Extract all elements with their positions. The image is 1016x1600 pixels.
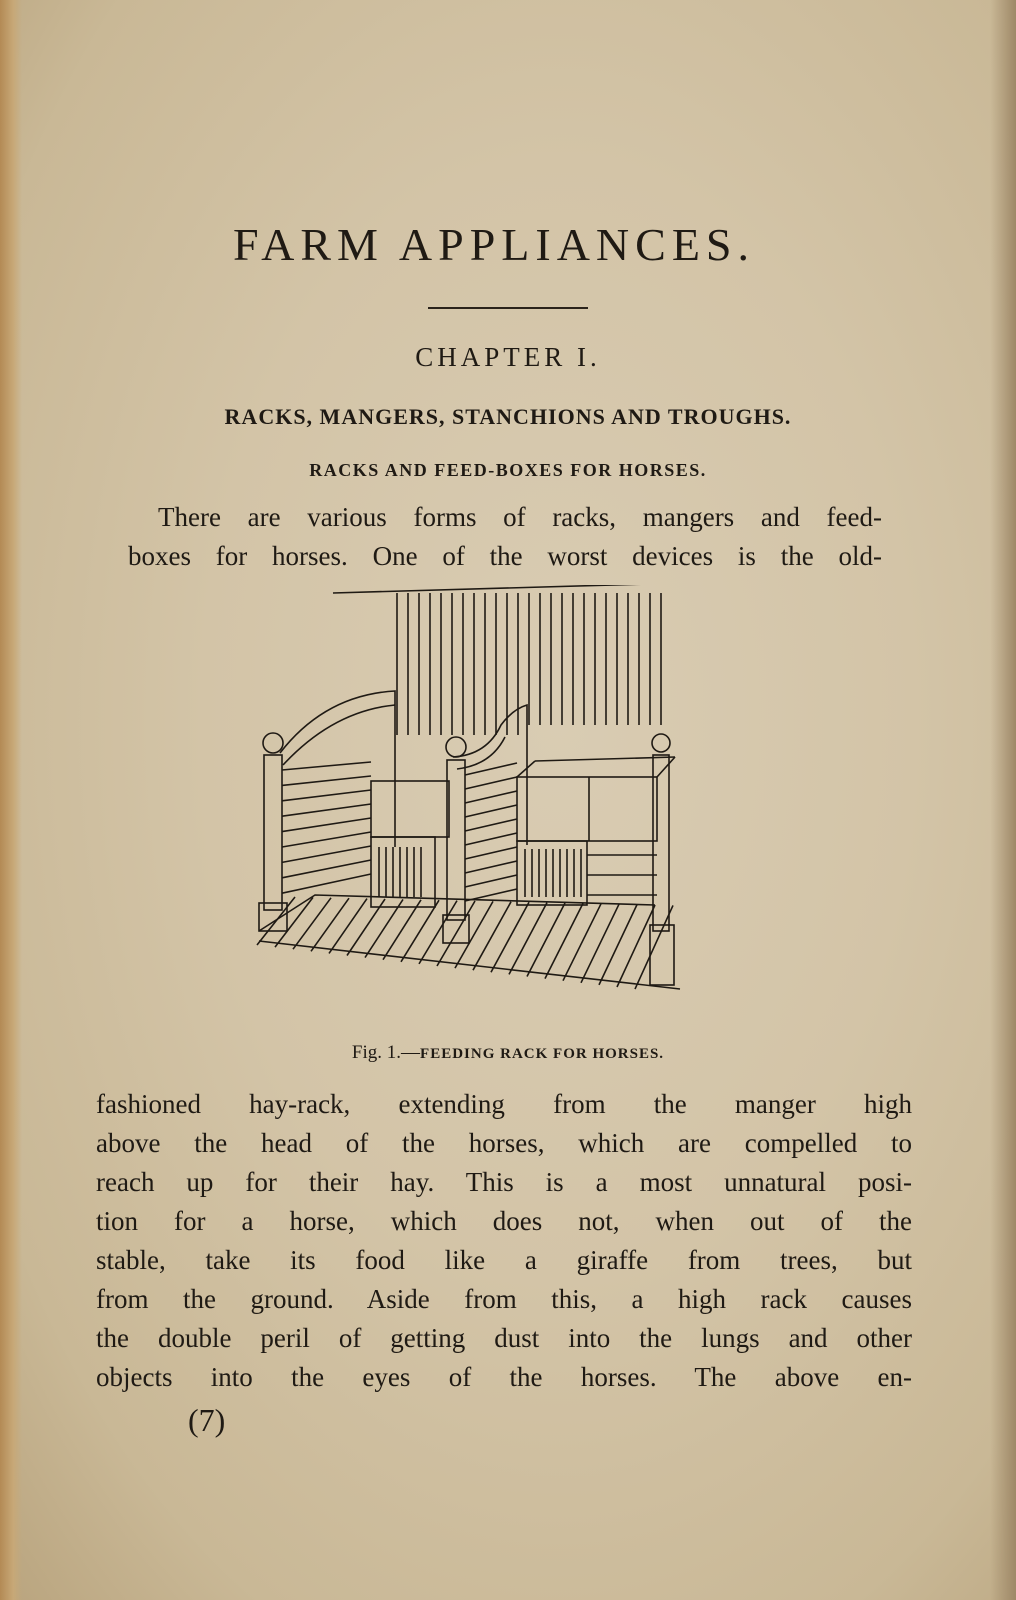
paragraph-2 xyxy=(96,1085,912,1397)
text-line: above the head of the horses, which are compelled to xyxy=(96,1128,912,1158)
figure-caption-prefix: Fig. 1.— xyxy=(351,1042,421,1063)
book-title: FARM APPLIANCES. xyxy=(232,219,756,270)
text-line: fashioned hay-rack, extending from the manger high xyxy=(96,1089,912,1119)
figure-caption-text: FEEDING RACK FOR HORSES. xyxy=(420,1046,665,1062)
text-line: from the ground. Aside from this, a high rack causes xyxy=(96,1284,912,1314)
text-line: tion for a horse, which does not, when out of the xyxy=(96,1206,912,1236)
text-line: There are various forms of racks, mangers and feed- xyxy=(158,502,882,532)
subsection-title: RACKS AND FEED-BOXES FOR HORSES. xyxy=(309,460,707,480)
title-divider xyxy=(428,307,588,309)
text-line: the double peril of getting dust into the lungs and other xyxy=(96,1323,912,1353)
text-line: stable, take its food like a giraffe from trees, but xyxy=(96,1245,912,1275)
figure-caption xyxy=(0,1042,1016,1064)
paragraph-1 xyxy=(128,498,882,576)
chapter-heading: CHAPTER I. xyxy=(415,342,601,372)
page-number: (7) xyxy=(188,1402,226,1438)
text-line: boxes for horses. One of the worst devices is the old- xyxy=(128,541,882,571)
text-line: reach up for their hay. This is a most unnatural posi- xyxy=(96,1167,912,1197)
text-line: objects into the eyes of the horses. The above en- xyxy=(96,1362,912,1392)
section-title: RACKS, MANGERS, STANCHIONS AND TROUGHS. xyxy=(224,404,792,429)
feeding-rack-illustration xyxy=(255,585,765,1015)
